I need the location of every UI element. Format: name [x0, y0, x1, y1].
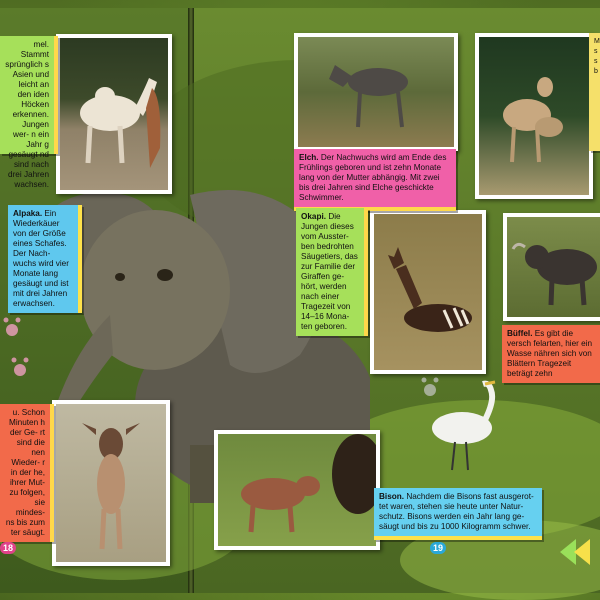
photo-bison-calf [214, 430, 380, 550]
label-edge-right: M s s b [589, 33, 600, 151]
page-number-left: 18 [0, 542, 16, 554]
photo-wildebeest-calf [52, 400, 170, 566]
photo-deer [475, 33, 593, 199]
nav-arrows[interactable] [558, 535, 598, 569]
wildebeest-calf-icon [56, 404, 166, 562]
paw-print-icon [0, 310, 40, 390]
bison-calf-icon [218, 434, 376, 546]
moose-calf-icon [298, 37, 454, 147]
nav-arrow-left-icon [560, 539, 576, 565]
photo-moose [294, 33, 458, 151]
okapi-calf-icon [374, 214, 482, 370]
camel-icon [60, 38, 168, 190]
label-alpaca: Alpaka. Ein Wiederkäuer von der Größe eines Schafes. Der Nach- wuchs wird vier Monate lang gesäugt und ist mit drei Jahren erwachsen. [8, 205, 82, 313]
deer-icon [479, 37, 589, 195]
paw-print-icon [410, 360, 450, 420]
label-buffalo: Büffel. Es gibt die versch felarten, hier ein Wasse nähren sich von Blättern Tragezeit beträgt zehn [502, 325, 600, 383]
label-camel: mel. Stammt sprünglich s Asien und leicht an den iden Höcken erkennen. Jungen wer- n ein Jahr g gesäugt nd sind nach drei Jahren wachsen. [0, 36, 58, 154]
page-number-right: 19 [430, 542, 446, 554]
photo-okapi [370, 210, 486, 374]
label-moose: Elch. Der Nachwuchs wird am Ende des Frühlings geboren und ist zehn Monate lang von der Mutter abhängig. Mit zwei bis drei Jahren sind Elche geschickte Schwimmer. [294, 149, 456, 211]
label-okapi: Okapi. Die Jungen dieses vom Ausster- ben bedrohten Säugetiers, das zur Familie der Giraffen ge- hört, werden nach einer Tragezeit von 14–16 Mona- ten geboren. [296, 208, 368, 336]
photo-water-buffalo [503, 213, 600, 321]
nav-arrow-right-icon [574, 539, 590, 565]
photo-camel [56, 34, 172, 194]
buffalo-icon [507, 217, 600, 317]
label-bison: Bison. Nachdem die Bisons fast ausgerot- tet waren, stehen sie heute unter Natur- schutz. Bisons werden ein Jahr lang ge- säugt und bis zu 1000 Kilogramm schwer. [374, 488, 542, 540]
label-wildebeest: u. Schon Minuten h der Ge- rt sind die nen Wieder- r in der he, ihrer Mut- zu folgen, sie mindes- ns bis zum ter säugt. [0, 404, 54, 542]
